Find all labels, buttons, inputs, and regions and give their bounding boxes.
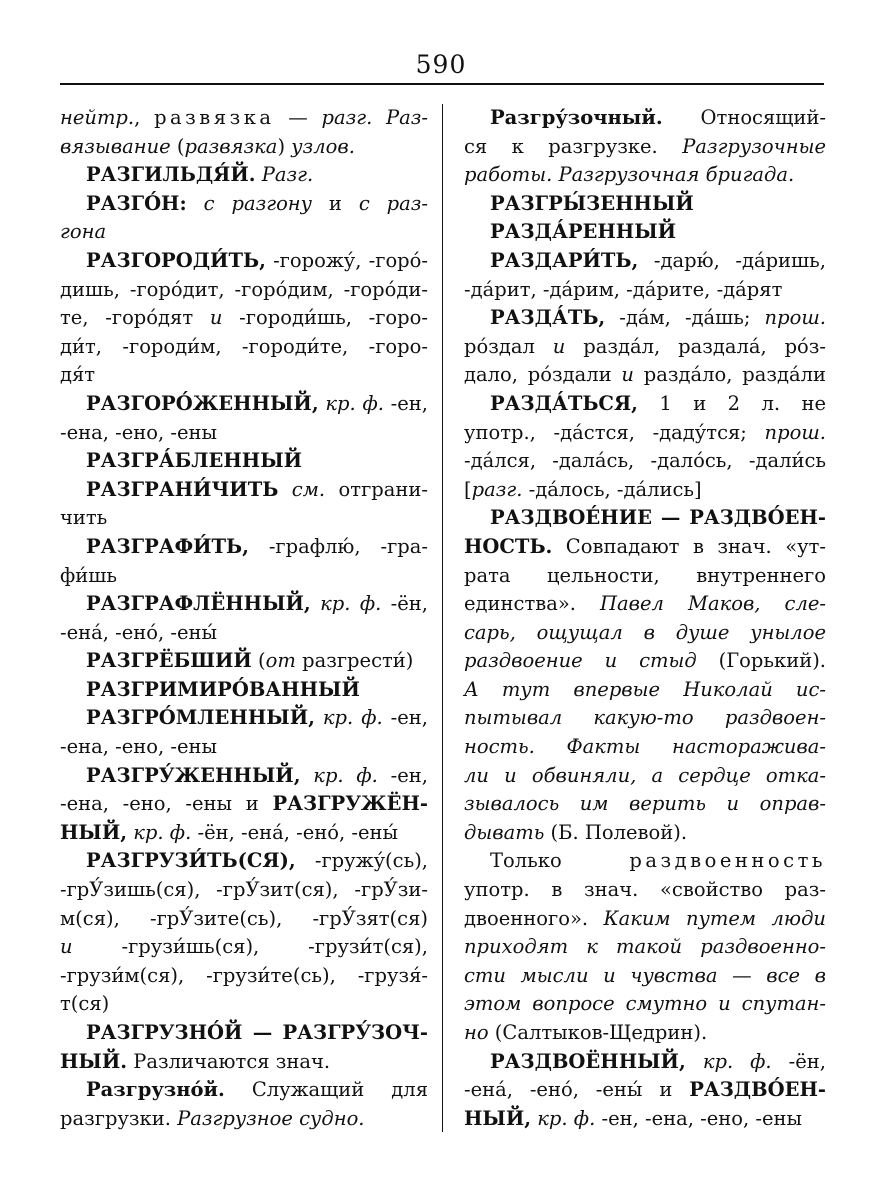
text-line bbox=[60, 133, 428, 162]
text-run: Совпадают в знач. «ут- bbox=[552, 534, 826, 558]
text-run: ( bbox=[251, 649, 266, 673]
text-run: ) bbox=[277, 134, 292, 158]
text-run: Относящий- bbox=[662, 106, 826, 129]
headword: РАЗГРУ́ЖЕННЫЙ, bbox=[86, 763, 301, 787]
text-run bbox=[315, 706, 323, 729]
italic-text: сарь, ощущал в душе унылое bbox=[464, 620, 826, 644]
text-run: -ен, bbox=[382, 706, 428, 730]
text-line bbox=[464, 218, 826, 247]
headword: РАЗГРУЗНО́Й — РАЗГРУ́ЗОЧ- bbox=[86, 1021, 428, 1044]
italic-text: и bbox=[60, 935, 73, 959]
italic-text: приходят к такой раздвоенно- bbox=[464, 935, 826, 959]
text-line bbox=[464, 619, 826, 648]
italic-text: и bbox=[621, 363, 634, 387]
text-line bbox=[60, 476, 428, 505]
italic-text: и bbox=[552, 334, 566, 358]
text-run: те, -горо́дят bbox=[60, 306, 210, 330]
text-line bbox=[60, 104, 428, 133]
text-run: т(ся) bbox=[60, 992, 110, 1016]
text-line bbox=[464, 333, 826, 362]
headword: РАЗГИЛЬДЯ́Й. bbox=[86, 163, 256, 187]
text-line bbox=[60, 390, 428, 419]
italic-text: А тут впервые Николай ис- bbox=[464, 677, 826, 701]
text-run: -графлю́, -гра- bbox=[248, 534, 428, 558]
headword: РАЗДВОЕ́НИЕ — РАЗДВО́ЕН- bbox=[490, 506, 826, 530]
headword: РАЗГРАФЛЁННЫЙ, bbox=[86, 592, 311, 616]
italic-text: Разгрузное судно. bbox=[177, 1106, 365, 1130]
text-line bbox=[464, 1048, 826, 1077]
text-run: -ён, bbox=[381, 592, 428, 616]
text-line bbox=[464, 647, 826, 676]
italic-text: кр. ф. bbox=[325, 391, 384, 415]
text-line bbox=[60, 819, 428, 848]
text-run: отграни- bbox=[325, 477, 428, 501]
italic-text: работы. Разгрузочная бригада. bbox=[464, 163, 795, 187]
italic-text: Разг. bbox=[261, 163, 314, 187]
text-run: ся к разгрузке. bbox=[464, 134, 683, 158]
text-line bbox=[464, 676, 826, 705]
column-divider bbox=[442, 104, 443, 1132]
text-run: фи́шь bbox=[60, 563, 118, 587]
text-run: -ен, -ена, -ено, -ены bbox=[595, 1106, 803, 1130]
text-run: Только bbox=[490, 849, 630, 873]
text-run bbox=[301, 764, 314, 787]
text-line bbox=[60, 247, 428, 276]
text-line bbox=[60, 1048, 428, 1077]
italic-text: нейтр. bbox=[60, 106, 135, 129]
headword: РАЗГРАНИ́ЧИТЬ bbox=[86, 477, 279, 501]
italic-text: с раз- bbox=[358, 191, 428, 215]
italic-text: но bbox=[464, 1021, 489, 1044]
italic-text: и bbox=[209, 306, 223, 330]
text-run: разда́л, раздала́, ро́з- bbox=[565, 334, 827, 358]
text-run: — bbox=[274, 106, 322, 129]
text-run: -да́м, -да́шь; bbox=[605, 306, 765, 330]
text-line bbox=[464, 790, 826, 819]
text-line bbox=[60, 619, 428, 648]
headword: Разгру́зочный. bbox=[490, 106, 663, 129]
text-line bbox=[464, 562, 826, 591]
headword: РАЗДА́ТЬ, bbox=[490, 306, 606, 330]
headword: РАЗГРО́МЛЕННЫЙ, bbox=[86, 706, 315, 730]
text-line bbox=[464, 133, 826, 162]
text-run: чить bbox=[60, 506, 108, 530]
text-line bbox=[60, 161, 428, 190]
italic-text: ность. Факты насторажива- bbox=[464, 735, 826, 759]
headword: НЫЙ, bbox=[464, 1106, 532, 1130]
text-line bbox=[464, 590, 826, 619]
text-run: -ена, -ено, -ены bbox=[60, 420, 218, 444]
headword: РАЗГРУЖЁН- bbox=[272, 792, 428, 816]
text-line bbox=[60, 847, 428, 876]
text-line bbox=[60, 933, 428, 962]
italic-text: пытывал какую-то раздвоен- bbox=[464, 706, 826, 730]
text-line bbox=[464, 161, 826, 190]
text-line bbox=[60, 676, 428, 705]
italic-text: с разгону bbox=[203, 191, 329, 215]
text-line bbox=[60, 504, 428, 533]
italic-text: кр. ф. bbox=[320, 592, 382, 616]
text-run: употр., -да́стся, -даду́тся; bbox=[464, 420, 765, 444]
text-line bbox=[464, 476, 826, 505]
text-line bbox=[60, 790, 428, 819]
italic-text: раздвоение и стыд bbox=[464, 649, 697, 673]
headword: РАЗДВО́ЕН- bbox=[689, 1078, 826, 1102]
text-line bbox=[60, 1076, 428, 1105]
italic-text: кр. ф. bbox=[537, 1106, 596, 1130]
italic-text: разг. Раз- bbox=[321, 106, 428, 129]
text-line bbox=[60, 704, 428, 733]
text-run: 1 и 2 л. не bbox=[637, 391, 826, 415]
text-run: -гружу́(сь), bbox=[295, 849, 428, 873]
text-run: -ён, bbox=[771, 1049, 826, 1073]
text-line bbox=[60, 762, 428, 791]
text-run: -ен, bbox=[377, 763, 428, 787]
italic-text: разг. bbox=[471, 477, 523, 501]
text-run: рата цельности, внутреннего bbox=[464, 563, 826, 587]
text-run: -ён, -ена́, -ено́, -ены́ bbox=[191, 820, 399, 844]
text-run: -городи́шь, -горо- bbox=[222, 306, 428, 330]
text-run: -горожу́, -горо́- bbox=[265, 248, 428, 272]
italic-text: этом вопросе смутно и спутан- bbox=[464, 992, 826, 1016]
italic-text: Разгрузочные bbox=[682, 134, 826, 158]
italic-text: зывалось им верить и оправ- bbox=[464, 792, 826, 816]
italic-text: кр. ф. bbox=[133, 820, 192, 844]
text-line bbox=[464, 962, 826, 991]
text-line bbox=[60, 647, 428, 676]
right-column bbox=[464, 104, 826, 1133]
text-line bbox=[464, 1076, 826, 1105]
headword: Разгрузно́й. bbox=[86, 1078, 225, 1102]
italic-text: от bbox=[265, 649, 296, 673]
spaced-term: развязка bbox=[154, 106, 275, 129]
headword: НЫЙ. bbox=[60, 1049, 128, 1073]
text-line bbox=[464, 876, 826, 905]
text-line bbox=[464, 504, 826, 533]
italic-text: ли и обвиняли, а сердце отка- bbox=[464, 763, 826, 787]
text-line bbox=[60, 590, 428, 619]
text-line bbox=[464, 990, 826, 1019]
italic-text: Павел Маков, сле- bbox=[600, 592, 826, 616]
text-line bbox=[464, 1105, 826, 1134]
headword: РАЗГОРОДИ́ТЬ, bbox=[86, 248, 266, 272]
text-run: -ен, bbox=[383, 391, 428, 415]
headword: НЫЙ, bbox=[60, 820, 128, 844]
text-line bbox=[464, 276, 826, 305]
text-run: -грузи́м(ся), -грузи́те(сь), -грузя́- bbox=[60, 963, 428, 987]
text-run: Служащий для bbox=[224, 1078, 428, 1102]
text-run: двоенного». bbox=[464, 906, 604, 930]
text-run: единства». bbox=[464, 592, 601, 616]
text-line bbox=[464, 905, 826, 934]
text-run: -да́рит, -да́рим, -да́рите, -да́рят bbox=[464, 277, 783, 301]
text-line bbox=[60, 276, 428, 305]
italic-text: сти мысли и чувства — все в bbox=[464, 963, 826, 987]
header-rule bbox=[60, 83, 824, 85]
text-run: -ена, -ено, -ены и bbox=[60, 792, 273, 816]
text-line bbox=[60, 733, 428, 762]
text-run: (Салтыков-Щедрин). bbox=[488, 1021, 708, 1044]
text-run: ( bbox=[176, 134, 185, 158]
spaced-term: раздвоенность bbox=[629, 849, 826, 873]
text-run bbox=[311, 592, 320, 615]
text-run: (Горький). bbox=[696, 649, 826, 673]
text-line bbox=[464, 190, 826, 219]
text-line bbox=[464, 419, 826, 448]
text-line bbox=[60, 333, 428, 362]
left-column bbox=[60, 104, 428, 1133]
text-line bbox=[60, 905, 428, 934]
text-run: -ена́, -ено́, -ены́ bbox=[60, 620, 218, 644]
headword: РАЗГРИМИРО́ВАННЫЙ bbox=[86, 677, 360, 701]
text-run: -да́лось, -да́лись] bbox=[522, 477, 702, 501]
headword: РАЗГРАФИ́ТЬ, bbox=[86, 534, 249, 558]
text-run: -ена́, -ено́, -ены́ и bbox=[464, 1078, 690, 1102]
text-run: и bbox=[328, 191, 359, 215]
text-line bbox=[464, 104, 826, 133]
text-line bbox=[464, 933, 826, 962]
headword: РАЗГРЫ́ЗЕННЫЙ bbox=[490, 191, 694, 215]
headword: РАЗДА́ТЬСЯ, bbox=[490, 391, 638, 415]
text-line bbox=[60, 562, 428, 591]
text-run: , bbox=[134, 106, 155, 129]
text-run: -ена, -ено, -ены bbox=[60, 735, 218, 759]
italic-text: узлов. bbox=[291, 134, 355, 158]
text-run: -дарю́, -да́ришь, bbox=[638, 248, 826, 272]
headword: РАЗГОРО́ЖЕННЫЙ, bbox=[86, 391, 319, 415]
text-run: употр. в знач. «свойство раз- bbox=[464, 878, 826, 902]
italic-text: прош. bbox=[764, 306, 826, 330]
page-number: 590 bbox=[415, 50, 467, 79]
text-line bbox=[60, 304, 428, 333]
text-run bbox=[278, 478, 291, 501]
text-run: дишь, -горо́дит, -горо́дим, -горо́ди- bbox=[60, 277, 428, 301]
text-run bbox=[187, 192, 204, 215]
text-line bbox=[60, 1105, 428, 1134]
text-line bbox=[60, 533, 428, 562]
text-line bbox=[464, 733, 826, 762]
text-run: -грУ́зишь(ся), -грУ́зит(ся), -грУ́зи- bbox=[60, 878, 428, 902]
text-run: ро́здал bbox=[464, 334, 553, 358]
text-line bbox=[464, 762, 826, 791]
text-line bbox=[464, 533, 826, 562]
text-run: (Б. Полевой). bbox=[544, 820, 688, 844]
text-line bbox=[60, 218, 428, 247]
text-line bbox=[60, 990, 428, 1019]
text-run: -грузи́шь(ся), -грузи́т(ся), bbox=[72, 935, 428, 959]
text-line bbox=[60, 962, 428, 991]
headword: РАЗДАРИ́ТЬ, bbox=[490, 248, 639, 272]
text-line bbox=[60, 876, 428, 905]
italic-text: прош. bbox=[764, 420, 826, 444]
headword: НОСТЬ. bbox=[464, 534, 553, 558]
text-line bbox=[464, 1019, 826, 1048]
text-run: дя́т bbox=[60, 363, 96, 387]
italic-text: развязка bbox=[184, 134, 278, 158]
text-line bbox=[464, 247, 826, 276]
text-line bbox=[464, 390, 826, 419]
text-run: разда́ло, разда́ли bbox=[633, 363, 826, 387]
headword: РАЗГРА́БЛЕННЫЙ bbox=[86, 449, 303, 473]
text-line bbox=[60, 447, 428, 476]
text-line bbox=[464, 847, 826, 876]
text-run: [ bbox=[464, 477, 472, 501]
text-run bbox=[686, 1050, 703, 1073]
text-line bbox=[60, 1019, 428, 1048]
italic-text: кр. ф. bbox=[702, 1049, 772, 1073]
italic-text: дывать bbox=[464, 820, 545, 844]
text-line bbox=[464, 304, 826, 333]
headword: РАЗГРЁБШИЙ bbox=[86, 649, 252, 673]
headword: РАЗГО́Н: bbox=[86, 191, 187, 215]
text-line bbox=[60, 361, 428, 390]
text-line bbox=[464, 361, 826, 390]
italic-text: см. bbox=[291, 477, 326, 501]
text-line bbox=[464, 447, 826, 476]
text-run: -да́лся, -дала́сь, -дало́сь, -дали́сь bbox=[464, 449, 826, 473]
italic-text: кр. ф. bbox=[322, 706, 383, 730]
text-run: Различаются знач. bbox=[127, 1049, 331, 1073]
text-line bbox=[60, 419, 428, 448]
text-run: дало, ро́здали bbox=[464, 363, 622, 387]
text-run: разгрести́) bbox=[295, 649, 414, 673]
text-run: ди́т, -городи́м, -городи́те, -горо- bbox=[60, 334, 428, 358]
headword: РАЗДВОЁННЫЙ, bbox=[490, 1049, 686, 1073]
text-run: разгрузки. bbox=[60, 1106, 178, 1130]
text-line bbox=[464, 704, 826, 733]
text-line bbox=[60, 190, 428, 219]
italic-text: Каким путем люди bbox=[603, 906, 826, 930]
headword: РАЗДА́РЕННЫЙ bbox=[490, 220, 677, 244]
text-run: м(ся), -грУ́зите(сь), -грУ́зят(ся) bbox=[60, 906, 428, 930]
text-line bbox=[464, 819, 826, 848]
italic-text: гона bbox=[60, 220, 107, 244]
italic-text: вязывание bbox=[60, 134, 177, 158]
italic-text: кр. ф. bbox=[313, 763, 378, 787]
headword: РАЗГРУЗИ́ТЬ(СЯ), bbox=[86, 849, 296, 873]
